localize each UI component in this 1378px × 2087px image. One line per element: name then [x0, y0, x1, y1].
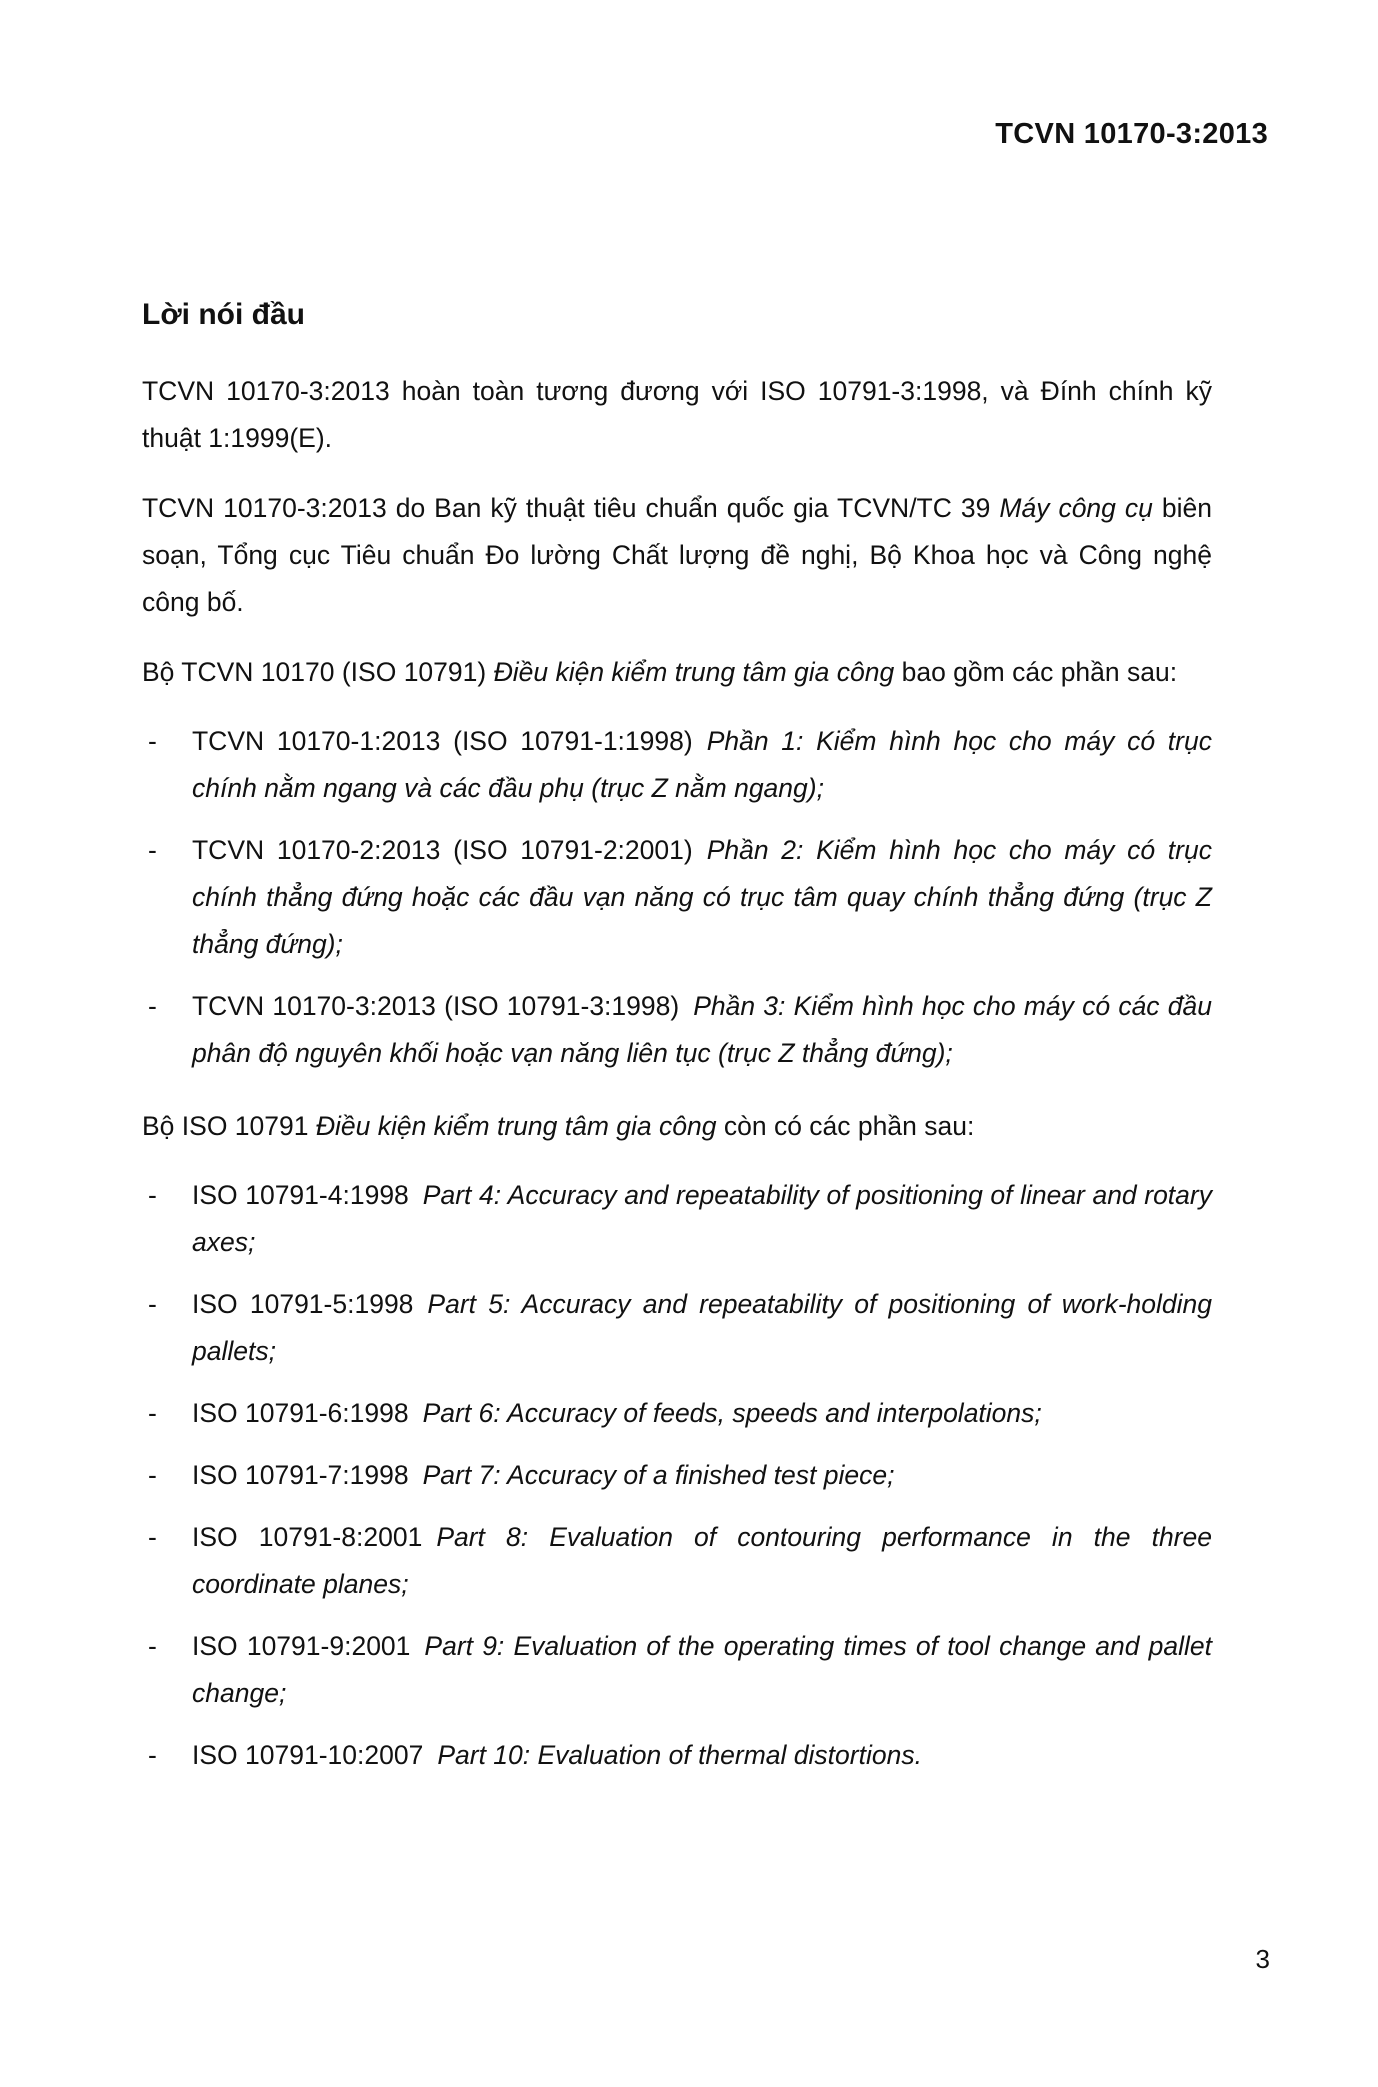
standard-code: ISO 10791-8:2001 [192, 1522, 423, 1552]
list-dash: - [148, 1631, 157, 1661]
list-item [142, 1452, 1212, 1499]
part-title: Phần 2: Kiểm hình học cho máy có trục chính thẳng đứng hoặc các đầu vạn năng có trục tâm quay chính thẳng đứng (trục Z thẳng đứng); [192, 835, 1212, 959]
paragraph-authorship [142, 485, 1212, 626]
document-code: TCVN 10170-3:2013 [995, 118, 1268, 150]
part-title: Part 8: Evaluation of contouring performance in the three coordinate planes; [192, 1522, 1212, 1599]
standard-code: ISO 10791-6:1998 [192, 1398, 409, 1428]
paragraph-text: còn có các phần sau: [716, 1111, 975, 1141]
list-item [142, 1732, 1212, 1779]
list-dash: - [148, 1289, 157, 1319]
paragraph-text: Bộ TCVN 10170 (ISO 10791) [142, 657, 494, 687]
list-dash: - [148, 1522, 157, 1552]
paragraph-text: biên soạn, Tổng cục Tiêu chuẩn Đo lường Chất lượng đề nghị, Bộ Khoa học và Công nghệ công bố. [142, 493, 1213, 617]
part-title: Part 6: Accuracy of feeds, speeds and interpolations; [422, 1398, 1042, 1428]
tcvn-parts-list [142, 718, 1212, 1077]
paragraph-iso-series-intro [142, 1103, 1212, 1150]
list-item [142, 1390, 1212, 1437]
standard-code: ISO 10791-4:1998 [192, 1180, 409, 1210]
iso-parts-list [142, 1172, 1212, 1779]
part-title: Part 5: Accuracy and repeatability of positioning of work-holding pallets; [192, 1289, 1212, 1366]
part-title: Part 9: Evaluation of the operating times of tool change and pallet change; [192, 1631, 1212, 1708]
part-title: Part 7: Accuracy of a finished test piece; [422, 1460, 895, 1490]
list-dash: - [148, 991, 157, 1021]
list-dash: - [148, 1180, 157, 1210]
list-dash: - [148, 835, 157, 865]
paragraph-equivalence: TCVN 10170-3:2013 hoàn toàn tương đương với ISO 10791-3:1998, và Đính chính kỹ thuật 1:1999(E). [142, 376, 1212, 453]
paragraph-text: bao gồm các phần sau: [894, 657, 1178, 687]
standard-code: TCVN 10170-1:2013 (ISO 10791-1:1998) [192, 726, 693, 756]
paragraph-text: Bộ ISO 10791 [142, 1111, 316, 1141]
standard-code: ISO 10791-5:1998 [192, 1289, 414, 1319]
list-item [142, 1281, 1212, 1375]
standard-code: TCVN 10170-2:2013 (ISO 10791-2:2001) [192, 835, 693, 865]
standard-code: ISO 10791-7:1998 [192, 1460, 409, 1490]
list-item [142, 1623, 1212, 1717]
list-item [142, 827, 1212, 968]
standard-code: ISO 10791-10:2007 [192, 1740, 424, 1770]
paragraph-tcvn-series-intro [142, 649, 1212, 696]
page-number: 3 [1255, 1944, 1270, 1974]
list-item [142, 718, 1212, 812]
list-item [142, 983, 1212, 1077]
list-dash: - [148, 726, 157, 756]
part-title: Part 4: Accuracy and repeatability of positioning of linear and rotary axes; [192, 1180, 1212, 1257]
list-dash: - [148, 1740, 157, 1770]
list-item [142, 1172, 1212, 1266]
standard-code: TCVN 10170-3:2013 (ISO 10791-3:1998) [192, 991, 680, 1021]
part-title: Part 10: Evaluation of thermal distortions. [437, 1740, 922, 1770]
list-dash: - [148, 1398, 157, 1428]
list-item [142, 1514, 1212, 1608]
standard-code: ISO 10791-9:2001 [192, 1631, 411, 1661]
part-title: Phần 3: Kiểm hình học cho máy có các đầu phân độ nguyên khối hoặc vạn năng liên tục (trục Z thẳng đứng); [192, 991, 1212, 1068]
page-title: Lời nói đầu [142, 298, 305, 331]
list-dash: - [148, 1460, 157, 1490]
series-title: Điều kiện kiểm trung tâm gia công [493, 657, 895, 687]
committee-name: Máy công cụ [999, 493, 1153, 523]
document-body [142, 368, 1212, 1805]
series-title: Điều kiện kiểm trung tâm gia công [315, 1111, 717, 1141]
part-title: Phần 1: Kiểm hình học cho máy có trục chính nằm ngang và các đầu phụ (trục Z nằm ngang); [192, 726, 1212, 803]
paragraph-text: TCVN 10170-3:2013 do Ban kỹ thuật tiêu chuẩn quốc gia TCVN/TC 39 [142, 493, 1000, 523]
